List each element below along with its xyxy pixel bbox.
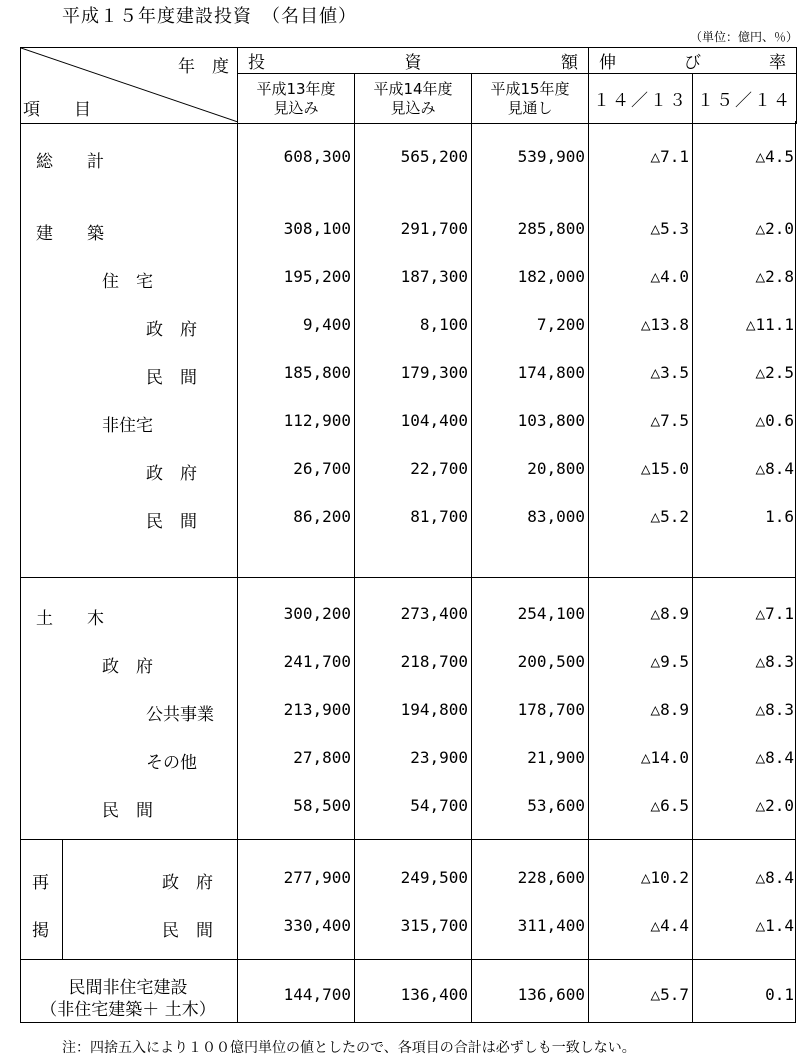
header-growth-char-1: 伸 <box>599 53 616 73</box>
table-row <box>0 315 812 339</box>
growth-rate-value: △4.5 <box>755 147 794 166</box>
investment-value: 136,400 <box>400 985 468 1004</box>
investment-value: 23,900 <box>410 748 468 767</box>
growth-rate-value: △7.5 <box>650 411 689 430</box>
row-label: 住 宅 <box>102 272 153 292</box>
investment-value: 195,200 <box>283 267 351 286</box>
growth-rate-value: △11.1 <box>745 315 794 334</box>
table-row <box>0 978 812 1020</box>
growth-rate-value: △2.8 <box>755 267 794 286</box>
saikei-label: 再 <box>32 873 49 893</box>
investment-value: 213,900 <box>283 700 351 719</box>
growth-rate-value: △8.9 <box>650 700 689 719</box>
investment-value: 144,700 <box>283 985 351 1004</box>
growth-rate-value: 1.6 <box>765 507 794 526</box>
table-row <box>0 700 812 724</box>
growth-rate-value: △4.4 <box>650 916 689 935</box>
investment-value: 608,300 <box>283 147 351 166</box>
investment-value: 254,100 <box>517 604 585 623</box>
table-row <box>0 219 812 243</box>
header-investment-char-3: 額 <box>561 53 578 73</box>
header-investment-char-2: 資 <box>404 53 422 73</box>
table-row <box>0 796 812 820</box>
growth-rate-value: △9.5 <box>650 652 689 671</box>
table-row <box>0 147 812 171</box>
growth-rate-value: △5.2 <box>650 507 689 526</box>
row-label: 公共事業 <box>146 705 214 725</box>
header-col-h14-line1: 平成14年度 <box>373 79 453 98</box>
investment-value: 21,900 <box>527 748 585 767</box>
investment-value: 330,400 <box>283 916 351 935</box>
investment-value: 194,800 <box>400 700 468 719</box>
row-label: 政 府 <box>162 873 213 893</box>
growth-rate-value: △15.0 <box>640 459 689 478</box>
investment-value: 8,100 <box>419 315 468 334</box>
header-col-h15-line1: 平成15年度 <box>490 79 570 98</box>
investment-value: 273,400 <box>400 604 468 623</box>
investment-value: 136,600 <box>517 985 585 1004</box>
row-label-line1: 民間非住宅建設 <box>68 978 188 998</box>
construction-investment-table <box>20 47 797 124</box>
header-col-h15-line2: 見通し <box>507 98 553 117</box>
investment-value: 315,700 <box>400 916 468 935</box>
row-label: 政 府 <box>146 464 197 484</box>
page-title: 平成１５年度建設投資 （名目値） <box>62 6 357 27</box>
investment-value: 27,800 <box>293 748 351 767</box>
growth-rate-value: △2.0 <box>755 219 794 238</box>
table-row <box>0 267 812 291</box>
row-label: 民 間 <box>162 921 213 941</box>
investment-value: 185,800 <box>283 363 351 382</box>
investment-value: 86,200 <box>293 507 351 526</box>
growth-rate-value: △4.0 <box>650 267 689 286</box>
growth-rate-value: △8.4 <box>755 748 794 767</box>
header-investment-char-1: 投 <box>248 53 265 73</box>
investment-value: 187,300 <box>400 267 468 286</box>
investment-value: 182,000 <box>517 267 585 286</box>
investment-value: 104,400 <box>400 411 468 430</box>
growth-rate-value: △3.5 <box>650 363 689 382</box>
header-col-h13-line2: 見込み <box>273 98 319 117</box>
saikei-label: 掲 <box>32 921 49 941</box>
row-label: 非住宅 <box>102 416 153 436</box>
investment-value: 112,900 <box>283 411 351 430</box>
growth-rate-value: △5.3 <box>650 219 689 238</box>
table-row <box>0 459 812 483</box>
table-row <box>0 868 812 892</box>
growth-rate-value: △8.3 <box>755 700 794 719</box>
investment-value: 308,100 <box>283 219 351 238</box>
investment-value: 179,300 <box>400 363 468 382</box>
growth-rate-value: △2.5 <box>755 363 794 382</box>
investment-value: 9,400 <box>302 315 351 334</box>
header-investment <box>238 48 589 74</box>
row-label: 政 府 <box>102 657 153 677</box>
investment-value: 241,700 <box>283 652 351 671</box>
investment-value: 565,200 <box>400 147 468 166</box>
growth-rate-value: △5.7 <box>650 985 689 1004</box>
investment-value: 277,900 <box>283 868 351 887</box>
header-col-h14-line2: 見込み <box>390 98 436 117</box>
footnote: 注：四捨五入により１００億円単位の値としたので、各項目の合計は必ずしも一致しない。 <box>62 1040 636 1056</box>
row-label: 総 計 <box>36 152 104 172</box>
investment-value: 83,000 <box>527 507 585 526</box>
table-row <box>0 507 812 531</box>
header-growth-char-2: び <box>684 53 701 73</box>
header-ratio-14-13: １４／１３ <box>589 74 693 124</box>
investment-value: 218,700 <box>400 652 468 671</box>
investment-value: 200,500 <box>517 652 585 671</box>
growth-rate-value: △10.2 <box>640 868 689 887</box>
row-label: 土 木 <box>36 609 104 629</box>
unit-label: （単位：億円、％） <box>689 30 798 44</box>
investment-value: 81,700 <box>410 507 468 526</box>
growth-rate-value: △0.6 <box>755 411 794 430</box>
row-label: 民 間 <box>146 368 197 388</box>
header-col-h13 <box>238 74 355 124</box>
row-label: 民 間 <box>102 801 153 821</box>
table-row <box>0 652 812 676</box>
row-label <box>20 977 236 1021</box>
investment-value: 300,200 <box>283 604 351 623</box>
header-corner-cell <box>21 48 238 124</box>
header-col-h14 <box>355 74 472 124</box>
investment-value: 22,700 <box>410 459 468 478</box>
investment-value: 54,700 <box>410 796 468 815</box>
investment-value: 291,700 <box>400 219 468 238</box>
table-row <box>0 411 812 435</box>
growth-rate-value: △6.5 <box>650 796 689 815</box>
investment-value: 7,200 <box>536 315 585 334</box>
row-label: 建 築 <box>36 224 104 244</box>
table-row <box>0 748 812 772</box>
growth-rate-value: △7.1 <box>755 604 794 623</box>
investment-value: 539,900 <box>517 147 585 166</box>
investment-value: 26,700 <box>293 459 351 478</box>
header-col-h13-line1: 平成13年度 <box>256 79 336 98</box>
table-row <box>0 604 812 628</box>
header-growth <box>589 48 797 74</box>
header-growth-char-3: 率 <box>769 53 786 73</box>
investment-value: 178,700 <box>517 700 585 719</box>
row-label: 政 府 <box>146 320 197 340</box>
growth-rate-value: △8.4 <box>755 459 794 478</box>
header-year: 年 度 <box>178 57 229 77</box>
investment-value: 53,600 <box>527 796 585 815</box>
investment-value: 20,800 <box>527 459 585 478</box>
investment-value: 228,600 <box>517 868 585 887</box>
growth-rate-value: △8.4 <box>755 868 794 887</box>
growth-rate-value: 0.1 <box>765 985 794 1004</box>
growth-rate-value: △8.3 <box>755 652 794 671</box>
growth-rate-value: △7.1 <box>650 147 689 166</box>
row-label: その他 <box>146 753 197 773</box>
growth-rate-value: △13.8 <box>640 315 689 334</box>
header-ratio-15-14: １５／１４ <box>693 74 797 124</box>
investment-value: 58,500 <box>293 796 351 815</box>
row-label-line2: （非住宅建築＋ 土木） <box>40 1000 216 1020</box>
table-row <box>0 916 812 940</box>
investment-value: 249,500 <box>400 868 468 887</box>
table-row <box>0 363 812 387</box>
investment-value: 285,800 <box>517 219 585 238</box>
growth-rate-value: △8.9 <box>650 604 689 623</box>
header-col-h15 <box>472 74 589 124</box>
row-label: 民 間 <box>146 512 197 532</box>
growth-rate-value: △2.0 <box>755 796 794 815</box>
investment-value: 311,400 <box>517 916 585 935</box>
investment-value: 103,800 <box>517 411 585 430</box>
header-item: 項 目 <box>23 100 91 120</box>
growth-rate-value: △14.0 <box>640 748 689 767</box>
investment-value: 174,800 <box>517 363 585 382</box>
growth-rate-value: △1.4 <box>755 916 794 935</box>
